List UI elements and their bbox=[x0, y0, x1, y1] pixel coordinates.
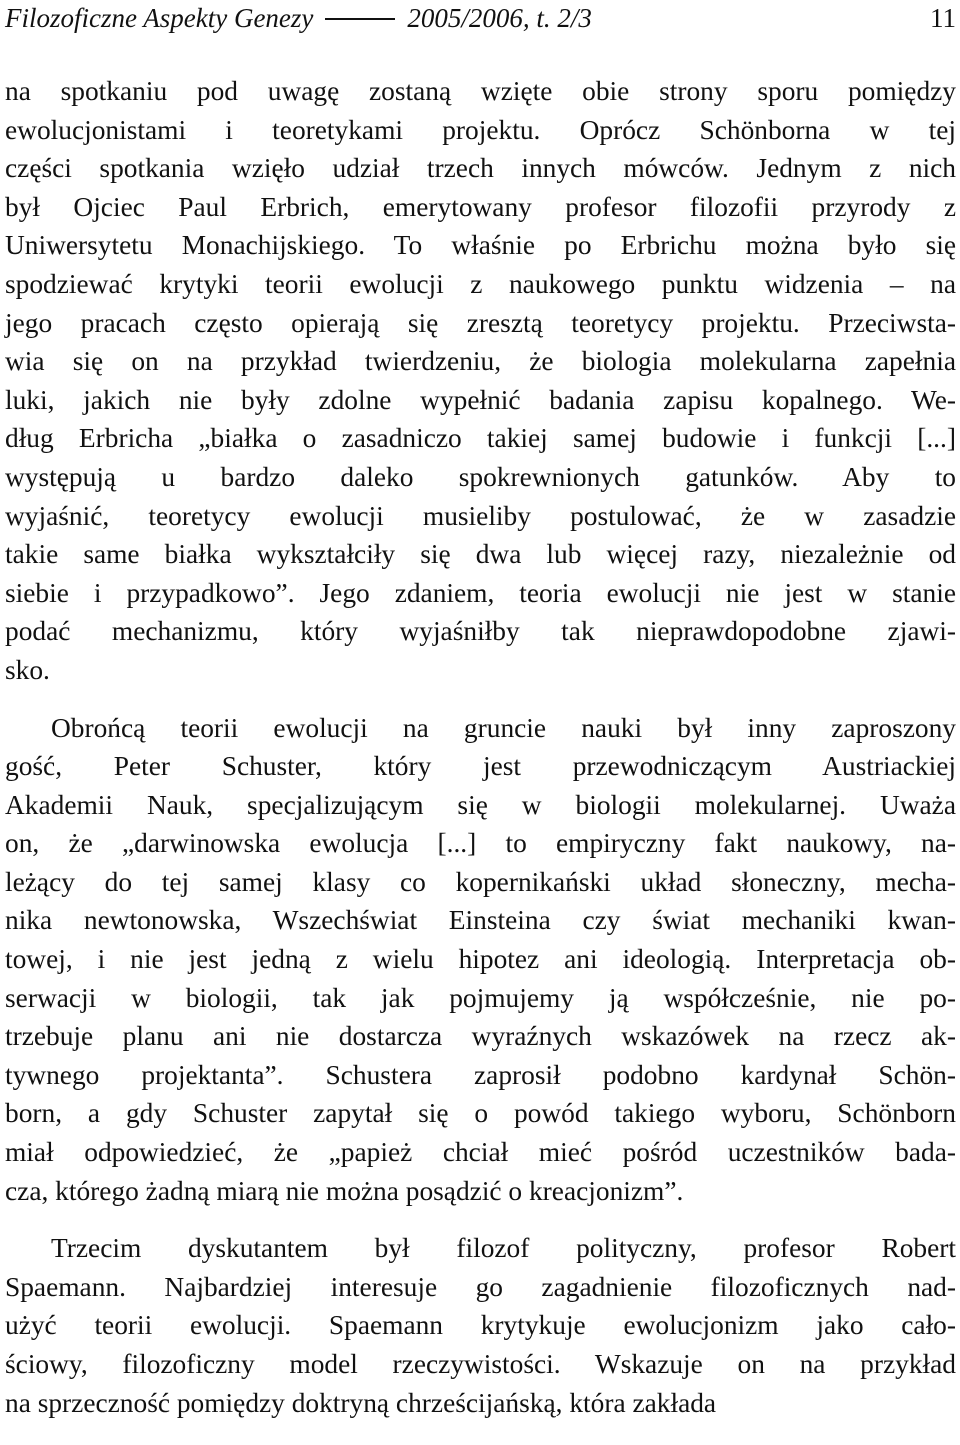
text-line: takie same białka wykształciły się dwa lub więcej razy, niezależnie od bbox=[5, 539, 956, 570]
header-separator-dash bbox=[325, 18, 395, 20]
text-line: Spaemann. Najbardziej interesuje go zagadnienie filozoficznych nad- bbox=[5, 1271, 956, 1302]
text-line: Obrońcą teorii ewolucji na gruncie nauki był inny zaproszony bbox=[51, 712, 956, 743]
text-line: serwacji w biologii, tak jak pojmujemy ją współcześnie, nie po- bbox=[5, 982, 956, 1013]
text-line: nika newtonowska, Wszechświat Einsteina czy świat mechaniki kwan- bbox=[5, 905, 956, 936]
text-line: ewolucjonistami i teoretykami projektu. Oprócz Schönborna w tej bbox=[5, 114, 956, 145]
text-line: luki, jakich nie były zdolne wypełnić badania zapisu kopalnego. We- bbox=[5, 384, 956, 415]
text-line: jego pracach często opierają się zresztą teoretycy projektu. Przeciwsta- bbox=[5, 307, 956, 338]
text-line: podać mechanizmu, który wyjaśniłby tak nieprawdopodobne zjawi- bbox=[5, 616, 956, 647]
paragraph-3 bbox=[5, 1229, 956, 1422]
page-number: 11 bbox=[930, 3, 956, 33]
text-line: spodziewać krytyki teorii ewolucji z naukowego punktu widzenia – na bbox=[5, 268, 956, 299]
text-line: cza, którego żadną miarą nie można posądzić o kreacjonizm”. bbox=[5, 1175, 684, 1206]
text-line: tywnego projektanta”. Schustera zaprosił podobno kardynał Schön- bbox=[5, 1059, 956, 1090]
article-body bbox=[5, 72, 956, 1422]
text-line: ściowy, filozoficzny model rzeczywistości. Wskazuje on na przykład bbox=[5, 1349, 956, 1379]
paragraph-1 bbox=[5, 72, 956, 690]
text-line: leżący do tej samej klasy co kopernikański układ słoneczny, mecha- bbox=[5, 866, 956, 897]
text-line: wia się on na przykład twierdzeniu, że biologia molekularna zapełnia bbox=[5, 346, 956, 377]
running-header bbox=[5, 0, 956, 40]
text-line: born, a gdy Schuster zapytał się o powód takiego wyboru, Schönborn bbox=[5, 1098, 956, 1129]
text-line: użyć teorii ewolucji. Spaemann krytykuje ewolucjonizm jako cało- bbox=[5, 1310, 956, 1341]
text-line: Akademii Nauk, specjalizującym się w biologii molekularnej. Uważa bbox=[5, 789, 956, 820]
text-line: trzebuje planu ani nie dostarcza wyraźnych wskazówek na rzecz ak- bbox=[5, 1021, 956, 1052]
journal-title: Filozoficzne Aspekty Genezy bbox=[5, 3, 314, 33]
document-page bbox=[5, 0, 956, 1422]
text-line: siebie i przypadkowo”. Jego zdaniem, teoria ewolucji nie jest w stanie bbox=[5, 577, 956, 608]
text-line: on, że „darwinowska ewolucja [...] to empiryczny fakt naukowy, na- bbox=[5, 828, 956, 859]
text-line: wyjaśnić, teoretycy ewolucji musieliby postulować, że w zasadzie bbox=[5, 500, 956, 531]
text-line: był Ojciec Paul Erbrich, emerytowany profesor filozofii przyrody z bbox=[5, 191, 956, 222]
text-line: miał odpowiedzieć, że „papież chciał mieć pośród uczestników bada- bbox=[5, 1137, 956, 1168]
text-line: na sprzeczność pomiędzy doktryną chrześcijańską, która zakłada bbox=[5, 1387, 717, 1418]
text-line: sko. bbox=[5, 654, 50, 685]
text-line: części spotkania wzięło udział trzech innych mówców. Jednym z nich bbox=[5, 153, 956, 184]
text-line: na spotkaniu pod uwagę zostaną wzięte obie strony sporu pomiędzy bbox=[5, 76, 956, 106]
text-line: Uniwersytetu Monachijskiego. To właśnie po Erbrichu można było się bbox=[5, 230, 956, 261]
text-line: towej, i nie jest jedną z wielu hipotez ani ideologią. Interpretacja ob- bbox=[5, 944, 956, 975]
text-line: gość, Peter Schuster, który jest przewodniczącym Austriackiej bbox=[5, 751, 956, 782]
text-line: dług Erbricha „białka o zasadniczo takiej samej budowie i funkcji [...] bbox=[5, 423, 956, 454]
text-line: Trzecim dyskutantem był filozof polityczny, profesor Robert bbox=[51, 1233, 956, 1264]
paragraph-2 bbox=[5, 709, 956, 1211]
issue-label: 2005/2006, t. 2/3 bbox=[407, 3, 592, 33]
text-line: występują u bardzo daleko spokrewnionych gatunków. Aby to bbox=[5, 461, 956, 492]
